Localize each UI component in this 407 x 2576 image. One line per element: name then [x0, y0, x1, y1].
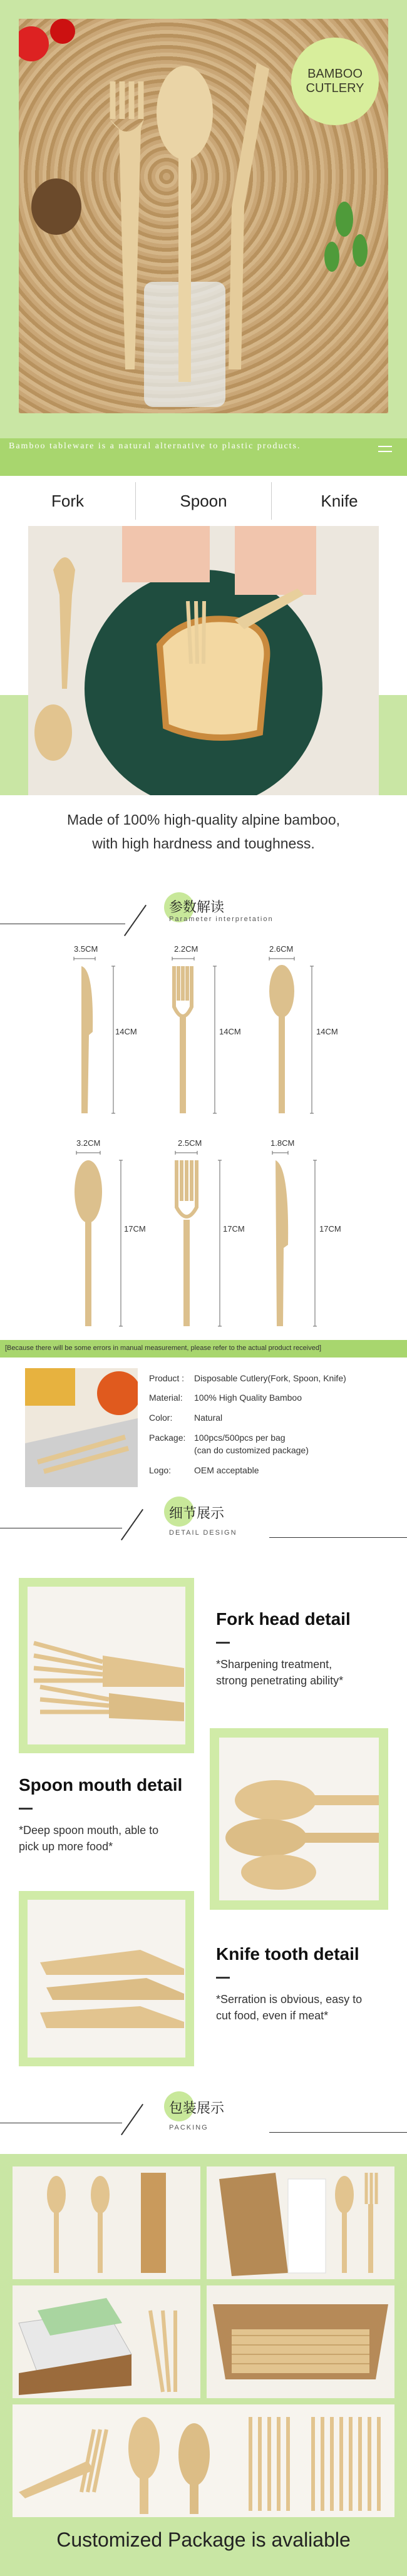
section-divider-slash	[121, 1509, 143, 1540]
demo-photo-cutting-bread	[28, 526, 379, 795]
dim-width: 3.5CM	[74, 944, 98, 954]
knife-shape	[81, 966, 93, 1113]
pack-photo-boxes	[13, 2285, 200, 2398]
spec-label: Logo:	[149, 1465, 172, 1475]
material-description	[0, 808, 407, 855]
detail-text-line-1: *Sharpening treatment,	[216, 1658, 332, 1671]
hero-badge	[291, 38, 379, 125]
dim-width: 2.5CM	[178, 1138, 202, 1148]
detail-section-subtitle: DETAIL DESIGN	[169, 1529, 237, 1537]
section-divider-slash	[121, 2104, 143, 2135]
hero-caption: Bamboo tableware is a natural alternative to plastic products.	[9, 441, 301, 451]
detail-text	[216, 1656, 343, 1689]
tab-spoon[interactable]: Spoon	[180, 491, 227, 510]
fork-detail-photo	[28, 1587, 185, 1744]
pack-photo-carton	[207, 2285, 394, 2398]
param-section-title: 参数解读	[169, 899, 225, 915]
material-description-line-1: Made of 100% high-quality alpine bamboo,	[66, 811, 340, 828]
detail-text-line-2: pick up more food*	[19, 1840, 113, 1853]
spec-value: OEM acceptable	[194, 1465, 259, 1475]
param-section-subtitle: Parameter interpretation	[169, 915, 274, 923]
material-description-line-2: with high hardness and toughness.	[92, 835, 315, 852]
dim-length: 17CM	[223, 1224, 245, 1234]
detail-text	[216, 1991, 362, 2024]
pack-photo-kraft-bag	[207, 2166, 394, 2279]
spec-value: 100% High Quality Bamboo	[194, 1393, 302, 1403]
dim-length: 17CM	[124, 1224, 146, 1234]
pack-photo-bulk	[13, 2404, 394, 2517]
spec-label: Color:	[149, 1413, 173, 1423]
section-divider-slash	[124, 905, 147, 936]
spec-label: Package:	[149, 1433, 186, 1443]
packing-section-subtitle: PACKING	[169, 2124, 209, 2131]
detail-text-line-1: *Serration is obvious, easy to	[216, 1993, 363, 2006]
section-divider-right	[269, 1537, 407, 1538]
knife-detail-photo	[28, 1900, 185, 2058]
dim-width: 1.8CM	[270, 1138, 295, 1148]
detail-title: Knife tooth detail	[216, 1944, 359, 1964]
detail-dash	[216, 1977, 230, 1979]
detail-title: Fork head detail	[216, 1609, 351, 1629]
dim-length: 14CM	[219, 1027, 241, 1036]
product-photo	[25, 1368, 138, 1487]
badge-line-2: CUTLERY	[306, 81, 364, 95]
spec-value: Disposable Cutlery(Fork, Spoon, Knife)	[194, 1373, 346, 1383]
section-divider-right	[269, 2132, 407, 2133]
spec-value: (can do customized package)	[194, 1445, 309, 1455]
dim-width: 2.6CM	[269, 944, 294, 954]
spec-value: 100pcs/500pcs per bag	[194, 1433, 286, 1443]
cutlery-size-row-1	[63, 957, 363, 1129]
badge-line-1: BAMBOO	[307, 67, 363, 81]
detail-section-title: 细节展示	[169, 1505, 225, 1521]
detail-text-line-2: cut food, even if meat*	[216, 2009, 329, 2022]
tab-knife[interactable]: Knife	[321, 491, 358, 510]
spec-label: Product :	[149, 1373, 185, 1383]
dim-length: 14CM	[115, 1027, 137, 1036]
spec-label: Material:	[149, 1393, 183, 1403]
detail-title: Spoon mouth detail	[19, 1775, 183, 1795]
tab-fork[interactable]: Fork	[51, 491, 84, 510]
pack-photo-single	[13, 2166, 200, 2279]
detail-text-line-1: *Deep spoon mouth, able to	[19, 1824, 159, 1837]
packing-section-title: 包装展示	[169, 2100, 225, 2116]
packing-caption: Customized Package is avaliable	[56, 2528, 351, 2551]
cutlery-size-row-2	[63, 1151, 363, 1332]
detail-text-line-2: strong penetrating ability*	[216, 1674, 344, 1687]
fork-shape	[174, 966, 192, 1016]
menu-icon[interactable]	[378, 445, 393, 455]
spoon-detail-photo	[219, 1738, 379, 1900]
dim-length: 14CM	[316, 1027, 338, 1036]
measurement-note: [Because there will be some errors in manual measurement, please refer to the actual product received]	[5, 1344, 322, 1352]
dim-width: 2.2CM	[174, 944, 198, 954]
detail-dash	[216, 1642, 230, 1644]
dim-width: 3.2CM	[76, 1138, 101, 1148]
detail-dash	[19, 1808, 33, 1810]
detail-text	[19, 1822, 158, 1855]
dim-length: 17CM	[319, 1224, 341, 1234]
spec-value: Natural	[194, 1413, 223, 1423]
